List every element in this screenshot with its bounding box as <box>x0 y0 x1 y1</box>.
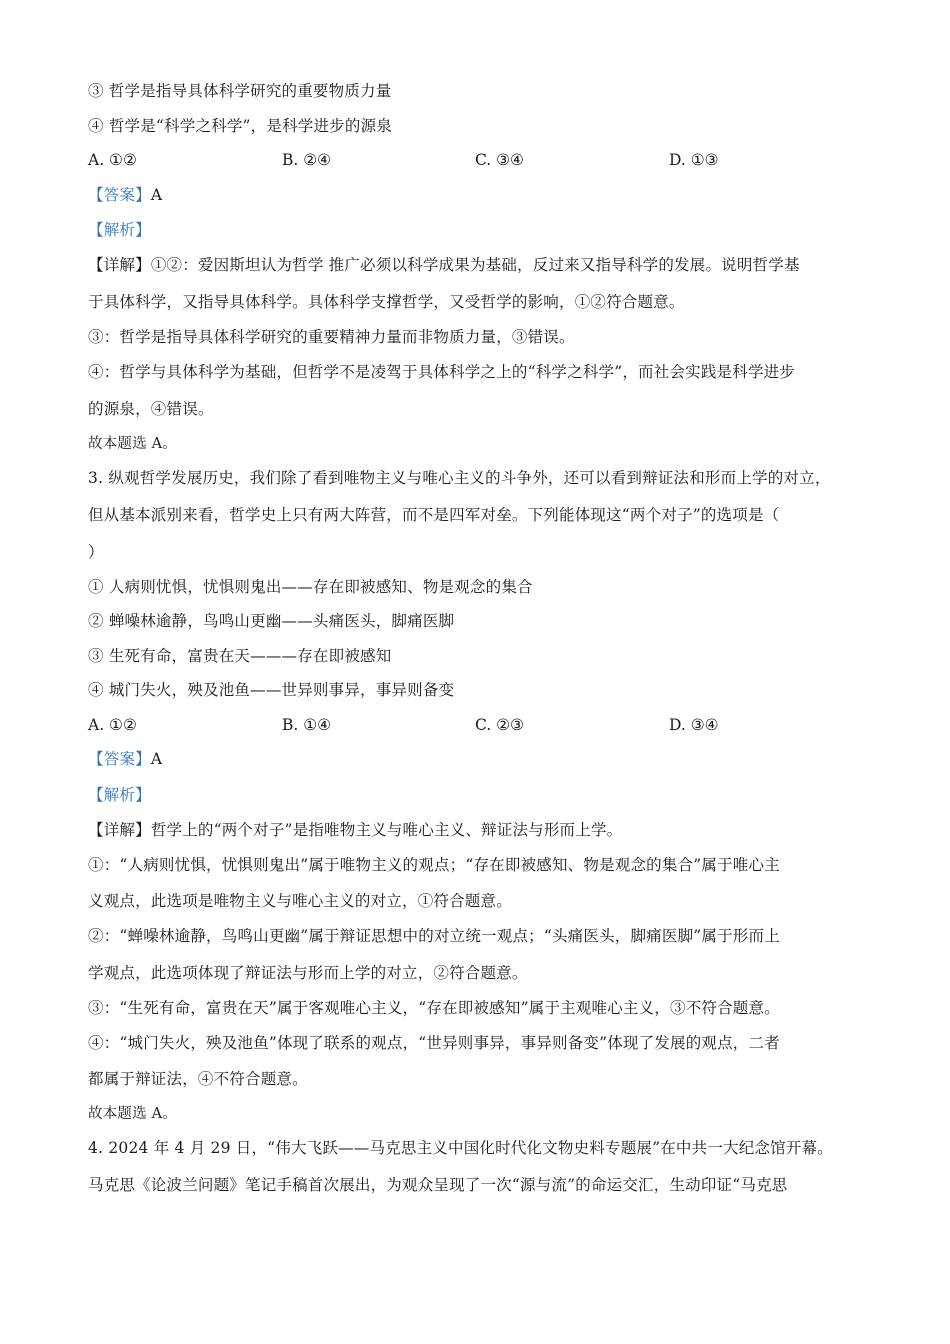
q2-explain-line-4: ④：哲学与具体科学为基础，但哲学不是凌驾于具体科学之上的“科学之科学”，而社会实践是科学进步 <box>88 363 796 381</box>
q3-option-4: ④ 城门失火，殃及池鱼——世异则事异，事异则备变 <box>88 681 455 699</box>
q3-explain-line-5: ③：“生死有命，富贵在天”属于客观唯心主义，“存在即被感知”属于主观唯心主义，③不符合题意。 <box>88 999 780 1017</box>
q3-explain-line-3: ②：“蝉噪林逾静，鸟鸣山更幽”属于辩证思想中的对立统一观点；“头痛医头，脚痛医脚”属于形而上 <box>88 927 780 945</box>
q3-stem-line-2: 但从基本派别来看，哲学史上只有两大阵营，而不是四军对垒。下列能体现这“两个对子”的选项是（ <box>88 506 780 524</box>
q2-answer-line <box>88 184 162 206</box>
q2-explain-line-1: 【详解】①②：爱因斯坦认为哲学 推广必须以科学成果为基础，反过来又指导科学的发展。说明哲学基 <box>88 256 800 274</box>
q3-option-1: ① 人病则忧惧，忧惧则鬼出——存在即被感知、物是观念的集合 <box>88 578 533 596</box>
q3-conclusion: 故本题选 A。 <box>88 1106 177 1122</box>
q3-explain-line-4: 学观点，此选项体现了辩证法与形而上学的对立，②符合题意。 <box>88 964 528 982</box>
q2-explain-line-2: 于具体科学，又指导具体科学。具体科学支撑哲学，又受哲学的影响，①②符合题意。 <box>88 293 685 311</box>
q2-option-4: ④ 哲学是“科学之科学”，是科学进步的源泉 <box>88 117 392 135</box>
q2-choice-b: B. ②④ <box>282 151 332 169</box>
answer-tag: 【答案】 <box>88 186 151 204</box>
q3-stem-line-1: 3. 纵观哲学发展历史，我们除了看到唯物主义与唯心主义的斗争外，还可以看到辩证法和形而上学的对立， <box>88 469 831 487</box>
q2-choice-c: C. ③④ <box>475 151 524 169</box>
q2-analysis-tag: 【解析】 <box>88 221 151 239</box>
q3-analysis-tag: 【解析】 <box>88 786 151 804</box>
q2-choice-a: A. ①② <box>88 151 137 169</box>
q2-explain-line-5: 的源泉，④错误。 <box>88 400 214 418</box>
answer-tag: 【答案】 <box>88 750 151 768</box>
q4-stem-line-2: 马克思《论波兰问题》笔记手稿首次展出，为观众呈现了一次“源与流”的命运交汇，生动印证“马克思 <box>88 1176 788 1194</box>
q3-answer-line <box>88 748 162 770</box>
q3-option-3: ③ 生死有命，富贵在天———存在即被感知 <box>88 647 392 665</box>
q3-explain-line-1: ①：“人病则忧惧，忧惧则鬼出”属于唯物主义的观点；“存在即被感知、物是观念的集合”属于唯心主 <box>88 856 780 874</box>
detail-tag: 【详解】 <box>88 821 151 839</box>
q3-detail-line: 【详解】哲学上的“两个对子”是指唯物主义与唯心主义、辩证法与形而上学。 <box>88 821 623 839</box>
q3-explain-line-6: ④：“城门失火，殃及池鱼”体现了联系的观点，“世异则事异，事异则备变”体现了发展的观点，二者 <box>88 1034 780 1052</box>
q3-stem-line-3: ） <box>88 543 104 561</box>
q2-answer-value: A <box>150 186 163 204</box>
q4-stem-line-1: 4. 2024 年 4 月 29 日，“伟大飞跃——马克思主义中国化时代化文物史料专题展”在中共一大纪念馆开幕。 <box>88 1139 833 1157</box>
q3-choice-d: D. ③④ <box>669 716 719 734</box>
q3-option-2: ② 蝉噪林逾静，鸟鸣山更幽——头痛医头，脚痛医脚 <box>88 612 455 630</box>
q3-answer-value: A <box>150 750 163 768</box>
q3-choice-b: B. ①④ <box>282 716 332 734</box>
q3-choice-a: A. ①② <box>88 716 137 734</box>
q2-option-3: ③ 哲学是指导具体科学研究的重要物质力量 <box>88 82 392 100</box>
detail-tag: 【详解】 <box>88 256 151 274</box>
q3-explain-line-2: 义观点，此选项是唯物主义与唯心主义的对立，①符合题意。 <box>88 892 512 910</box>
q3-choice-c: C. ②③ <box>475 716 524 734</box>
q3-explain-line-7: 都属于辩证法，④不符合题意。 <box>88 1070 308 1088</box>
q2-explain-line-3: ③：哲学是指导具体科学研究的重要精神力量而非物质力量，③错误。 <box>88 328 575 346</box>
q2-choice-d: D. ①③ <box>669 151 719 169</box>
q2-conclusion: 故本题选 A。 <box>88 436 177 452</box>
